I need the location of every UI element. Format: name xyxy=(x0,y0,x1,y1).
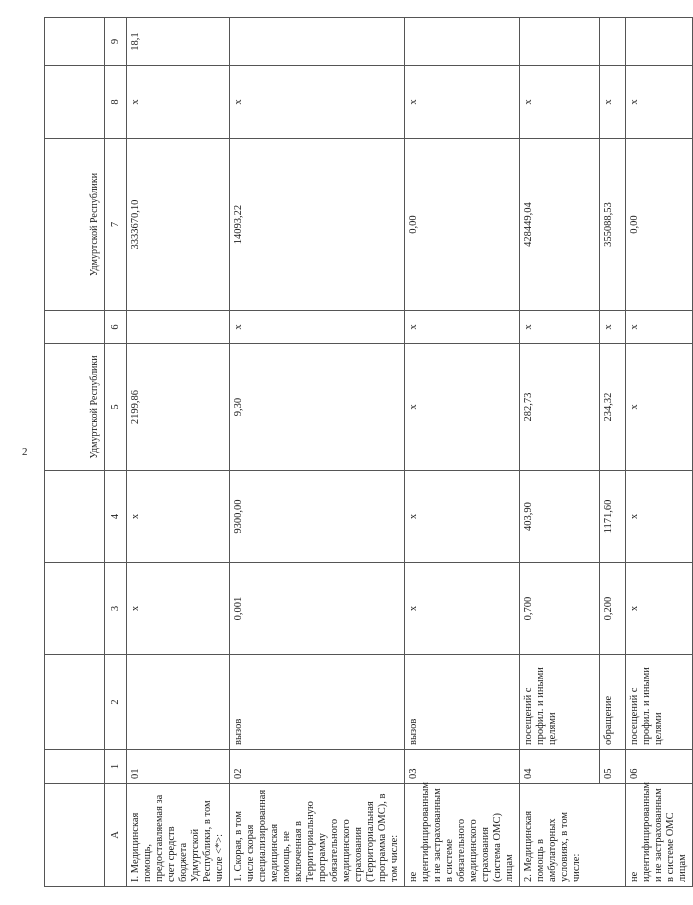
rotated-page-content xyxy=(44,18,688,887)
row-label: не идентифицированным и не застрахованным в системе ОМС лицам xyxy=(626,784,693,887)
header-cell: Удмуртской Республики xyxy=(45,344,105,471)
row-code: 06 xyxy=(626,750,693,784)
table-cell: 355088,53 xyxy=(600,139,626,311)
unit-cell: посещений с профил. и иными целями xyxy=(626,655,693,750)
table-cell xyxy=(405,18,520,66)
column-number: 6 xyxy=(105,311,127,344)
table-cell: х xyxy=(405,471,520,563)
header-cell xyxy=(45,471,105,563)
table-cell: х xyxy=(127,66,230,139)
row-label: I. Медицинская помощь, предоставляемая за счет средств бюджета Удмуртской Республики, в том числе <*>: xyxy=(127,784,230,887)
table-row xyxy=(600,18,626,887)
table-cell: 0,00 xyxy=(626,139,693,311)
table-cell: 9300,00 xyxy=(230,471,405,563)
table-cell: 0,700 xyxy=(520,563,600,655)
table-cell: 14093,22 xyxy=(230,139,405,311)
header-cell xyxy=(45,563,105,655)
unit-cell: посещений с профил. и иными целями xyxy=(520,655,600,750)
row-code: 02 xyxy=(230,750,405,784)
table-cell: 2199,86 xyxy=(127,344,230,471)
table-cell: х xyxy=(230,311,405,344)
column-number: 1 xyxy=(105,750,127,784)
column-number: 7 xyxy=(105,139,127,311)
row-label: 1. Скорая, в том числе скорая специализированная медицинская помощь, не включенная в Территориальную программу обязательного медицинского страхования (Территориальная программа ОМС), в том числе: xyxy=(230,784,405,887)
row-code: 03 xyxy=(405,750,520,784)
table-row xyxy=(405,18,520,887)
row-label: 2. Медицинская помощь в амбулаторных условиях, в том числе: xyxy=(520,784,626,887)
table-row xyxy=(626,18,693,887)
table-cell: х xyxy=(626,471,693,563)
table-cell: 234,32 xyxy=(600,344,626,471)
header-cell xyxy=(45,311,105,344)
column-number: 3 xyxy=(105,563,127,655)
table-header-row xyxy=(45,18,105,887)
header-cell xyxy=(45,750,105,784)
table-cell: х xyxy=(626,563,693,655)
table-cell: 282,73 xyxy=(520,344,600,471)
table-cell: х xyxy=(600,311,626,344)
table-cell: 428449,04 xyxy=(520,139,600,311)
table-cell xyxy=(626,18,693,66)
row-label: не идентифицированным и не застрахованным в системе обязательного медицинского страхования (система ОМС) лицам xyxy=(405,784,520,887)
table-cell xyxy=(600,18,626,66)
table-cell: 18,1 xyxy=(127,18,230,66)
header-cell xyxy=(45,18,105,66)
table-cell: 0,00 xyxy=(405,139,520,311)
header-cell xyxy=(45,66,105,139)
table-row xyxy=(520,18,600,887)
table-cell: х xyxy=(127,563,230,655)
page-number: 2 xyxy=(22,446,28,458)
table-cell xyxy=(127,311,230,344)
table-cell: х xyxy=(626,344,693,471)
table-cell: х xyxy=(230,66,405,139)
unit-cell: вызов xyxy=(230,655,405,750)
table-cell: 0,200 xyxy=(600,563,626,655)
table-cell: х xyxy=(626,311,693,344)
table-row xyxy=(127,18,230,887)
table-cell: х xyxy=(127,471,230,563)
unit-cell: вызов xyxy=(405,655,520,750)
table-cell: 3333670,10 xyxy=(127,139,230,311)
column-number: 4 xyxy=(105,471,127,563)
unit-cell xyxy=(127,655,230,750)
column-number: 9 xyxy=(105,18,127,66)
table-cell: х xyxy=(405,563,520,655)
row-code: 04 xyxy=(520,750,600,784)
table-cell xyxy=(520,18,600,66)
table-cell: х xyxy=(600,66,626,139)
table-cell: х xyxy=(520,311,600,344)
table-cell xyxy=(230,18,405,66)
header-cell: Удмуртской Республики xyxy=(45,139,105,311)
column-number: 8 xyxy=(105,66,127,139)
header-cell xyxy=(45,655,105,750)
table-cell: х xyxy=(626,66,693,139)
data-table xyxy=(44,17,693,887)
unit-cell: обращение xyxy=(600,655,626,750)
table-cell: х xyxy=(520,66,600,139)
row-code: 05 xyxy=(600,750,626,784)
column-number: A xyxy=(105,784,127,887)
table-cell: 1171,60 xyxy=(600,471,626,563)
table-cell: 0,001 xyxy=(230,563,405,655)
table-cell: х xyxy=(405,66,520,139)
table-cell: х xyxy=(405,344,520,471)
column-number: 2 xyxy=(105,655,127,750)
table-cell: 9,30 xyxy=(230,344,405,471)
column-number: 5 xyxy=(105,344,127,471)
table-row xyxy=(230,18,405,887)
column-number-row xyxy=(105,18,127,887)
header-cell xyxy=(45,784,105,887)
table-cell: 403,90 xyxy=(520,471,600,563)
row-code: 01 xyxy=(127,750,230,784)
table-cell: х xyxy=(405,311,520,344)
